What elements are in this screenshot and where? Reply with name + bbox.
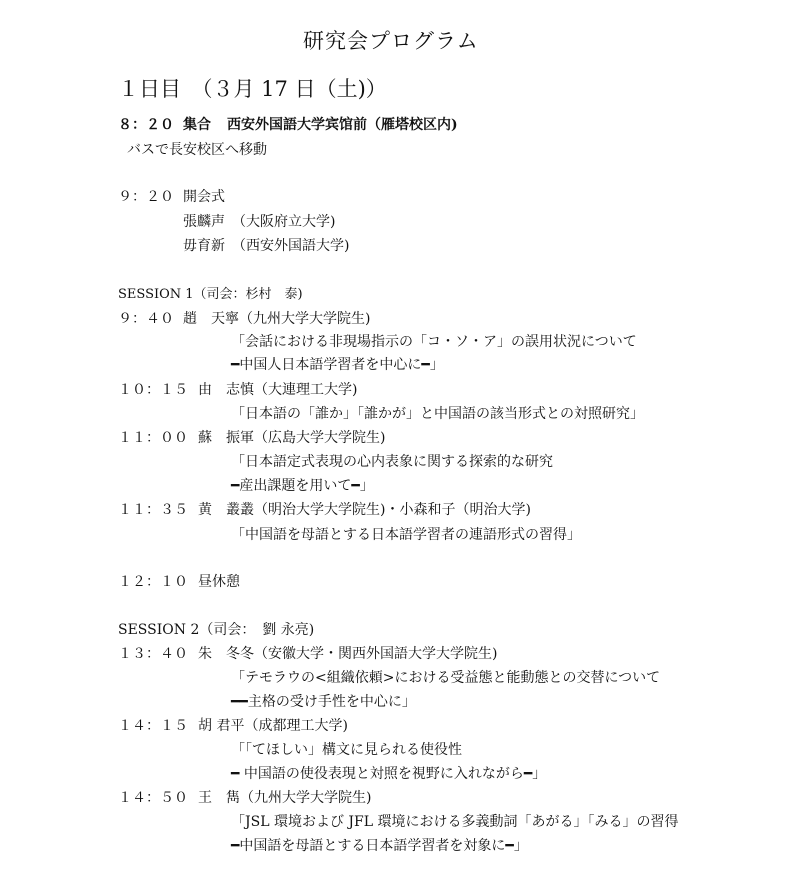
lunch-label: 昼休憩 [198, 574, 240, 590]
session-title-line: 「中国語を母語とする日本語学習者の連語形式の習得」 [231, 527, 581, 543]
page-title: 研究会プログラム [303, 29, 479, 53]
lunch-time: １２：１０ [118, 574, 188, 590]
session-presenter: 由 志慎（大連理工大学) [198, 382, 358, 398]
session-title-line: 「日本語定式表現の心内表象に関する探索的な研究 [231, 454, 553, 470]
session2-header: SESSION 2（司会： 劉 永亮) [118, 622, 315, 638]
session-title-line: ━━主格の受け手性を中心に」 [231, 694, 416, 710]
session-time: １４：１５ [118, 718, 188, 734]
session-presenter: 王 雋（九州大学大学院生) [198, 790, 372, 806]
session-time: １１：３５ [118, 502, 188, 518]
session-presenter: 趙 天寧（九州大学大学院生) [183, 311, 371, 327]
opening-label: 開会式 [183, 189, 225, 205]
session-time: ９：４０ [118, 311, 174, 327]
day-heading: １日目 （３月 17 日（土)） [118, 77, 387, 101]
gather-time: ８：２０ [118, 117, 174, 133]
gather-label: 集合 [183, 117, 211, 133]
session-title-line: ━中国人日本語学習者を中心に━」 [231, 357, 444, 373]
session-title-line: 「日本語の「誰か」「誰かが」と中国語の該当形式との対照研究」 [231, 406, 644, 422]
session-presenter: 胡 君平（成都理工大学) [198, 718, 348, 734]
session-title-line: 「「てほしい」構文に見られる使役性 [231, 742, 462, 758]
session-title-line: ━中国語を母語とする日本語学習者を対象に━」 [231, 838, 528, 854]
session-presenter: 黄 叢叢（明治大学大学院生)・小森和子（明治大学) [198, 502, 531, 518]
session-time: １４：５０ [118, 790, 188, 806]
session-presenter: 蘇 振軍（広島大学大学院生) [198, 430, 386, 446]
session-title-line: 「JSL 環境および JFL 環境における多義動詞「あがる」「みる」の習得 [231, 814, 679, 830]
opening-speaker: 張麟声 （大阪府立大学) [183, 214, 336, 230]
session-time: １３：４０ [118, 646, 188, 662]
session-time: １１：００ [118, 430, 188, 446]
gather-note: バスで長安校区へ移動 [127, 142, 267, 158]
session-title-line: ━産出課題を用いて━」 [231, 478, 374, 494]
opening-speaker: 毋育新 （西安外国語大学) [183, 238, 350, 254]
session-title-line: ━ 中国語の使役表現と対照を視野に入れながら━」 [231, 766, 547, 782]
gather-place: 西安外国語大学宾馆前（雁塔校区内) [227, 117, 458, 133]
session-time: １０：１５ [118, 382, 188, 398]
session1-header: SESSION 1（司会：杉村 泰) [118, 287, 303, 302]
session-title-line: 「テモラウの<組織依頼>における受益態と能動態との交替について [231, 670, 661, 686]
opening-time: ９：２０ [118, 189, 174, 205]
session-title-line: 「会話における非現場指示の「コ・ソ・ア」の誤用状況について [231, 334, 637, 350]
session-presenter: 朱 冬冬（安徽大学・関西外国語大学大学院生) [198, 646, 498, 662]
